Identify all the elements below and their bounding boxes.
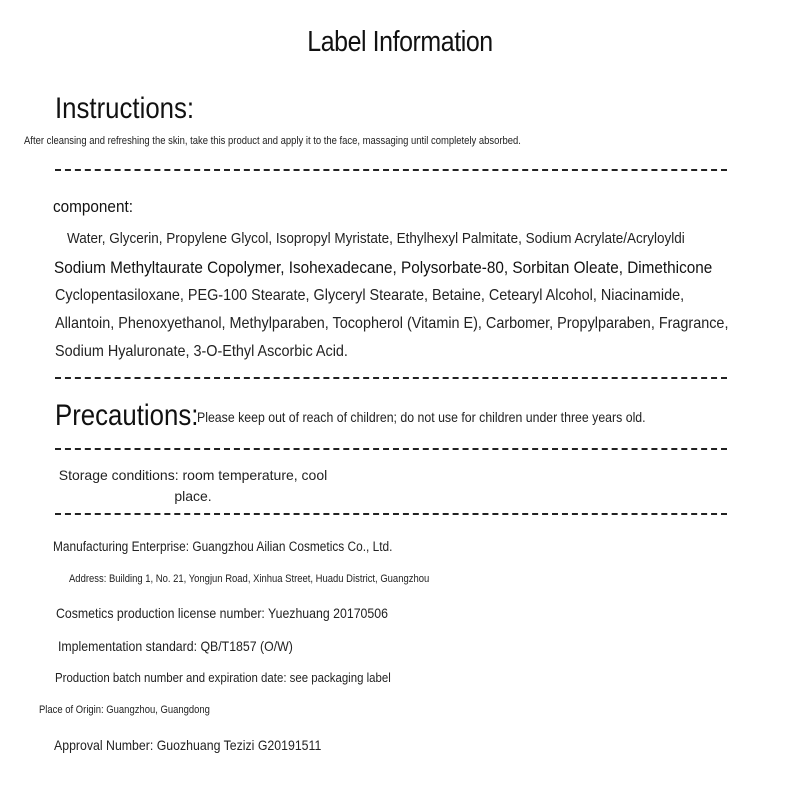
ingredient-line: Cyclopentasiloxane, PEG-100 Stearate, Glyceryl Stearate, Betaine, Cetearyl Alcohol, Niacinamide, xyxy=(55,287,685,304)
batch-text: Production batch number and expiration date: see packaging label xyxy=(55,670,391,685)
instructions-text: After cleansing and refreshing the skin, take this product and apply it to the face, massaging until completely absorbed. xyxy=(24,135,521,147)
divider xyxy=(55,448,727,450)
divider xyxy=(55,513,727,515)
precautions-text: Please keep out of reach of children; do not use for children under three years old. xyxy=(197,409,646,425)
instructions-heading: Instructions: xyxy=(55,92,195,125)
ingredient-line: Allantoin, Phenoxyethanol, Methylparaben, Tocopherol (Vitamin E), Carbomer, Propylparaben, Fragrance, xyxy=(55,315,729,332)
storage-conditions: Storage conditions: room temperature, cool place. xyxy=(58,467,328,504)
license-text: Cosmetics production license number: Yuezhuang 20170506 xyxy=(56,605,388,621)
component-heading: component: xyxy=(53,197,133,216)
manufacturer-text: Manufacturing Enterprise: Guangzhou Ailian Cosmetics Co., Ltd. xyxy=(53,539,393,554)
divider xyxy=(55,377,727,379)
ingredient-line: Water, Glycerin, Propylene Glycol, Isopropyl Myristate, Ethylhexyl Palmitate, Sodium Acrylate/Acryloyldi xyxy=(67,230,685,247)
precautions-heading: Precautions: xyxy=(55,399,199,432)
page-title: Label Information xyxy=(307,26,493,58)
standard-text: Implementation standard: QB/T1857 (O/W) xyxy=(58,638,293,654)
divider xyxy=(55,169,727,171)
approval-number: Approval Number: Guozhuang Tezizi G20191511 xyxy=(54,737,322,753)
ingredient-line: Sodium Hyaluronate, 3-O-Ethyl Ascorbic Acid. xyxy=(55,343,348,360)
origin-text: Place of Origin: Guangzhou, Guangdong xyxy=(39,704,210,716)
address-text: Address: Building 1, No. 21, Yongjun Road, Xinhua Street, Huadu District, Guangzhou xyxy=(69,573,430,585)
ingredient-line: Sodium Methyltaurate Copolymer, Isohexadecane, Polysorbate-80, Sorbitan Oleate, Dimethicone xyxy=(54,258,713,277)
